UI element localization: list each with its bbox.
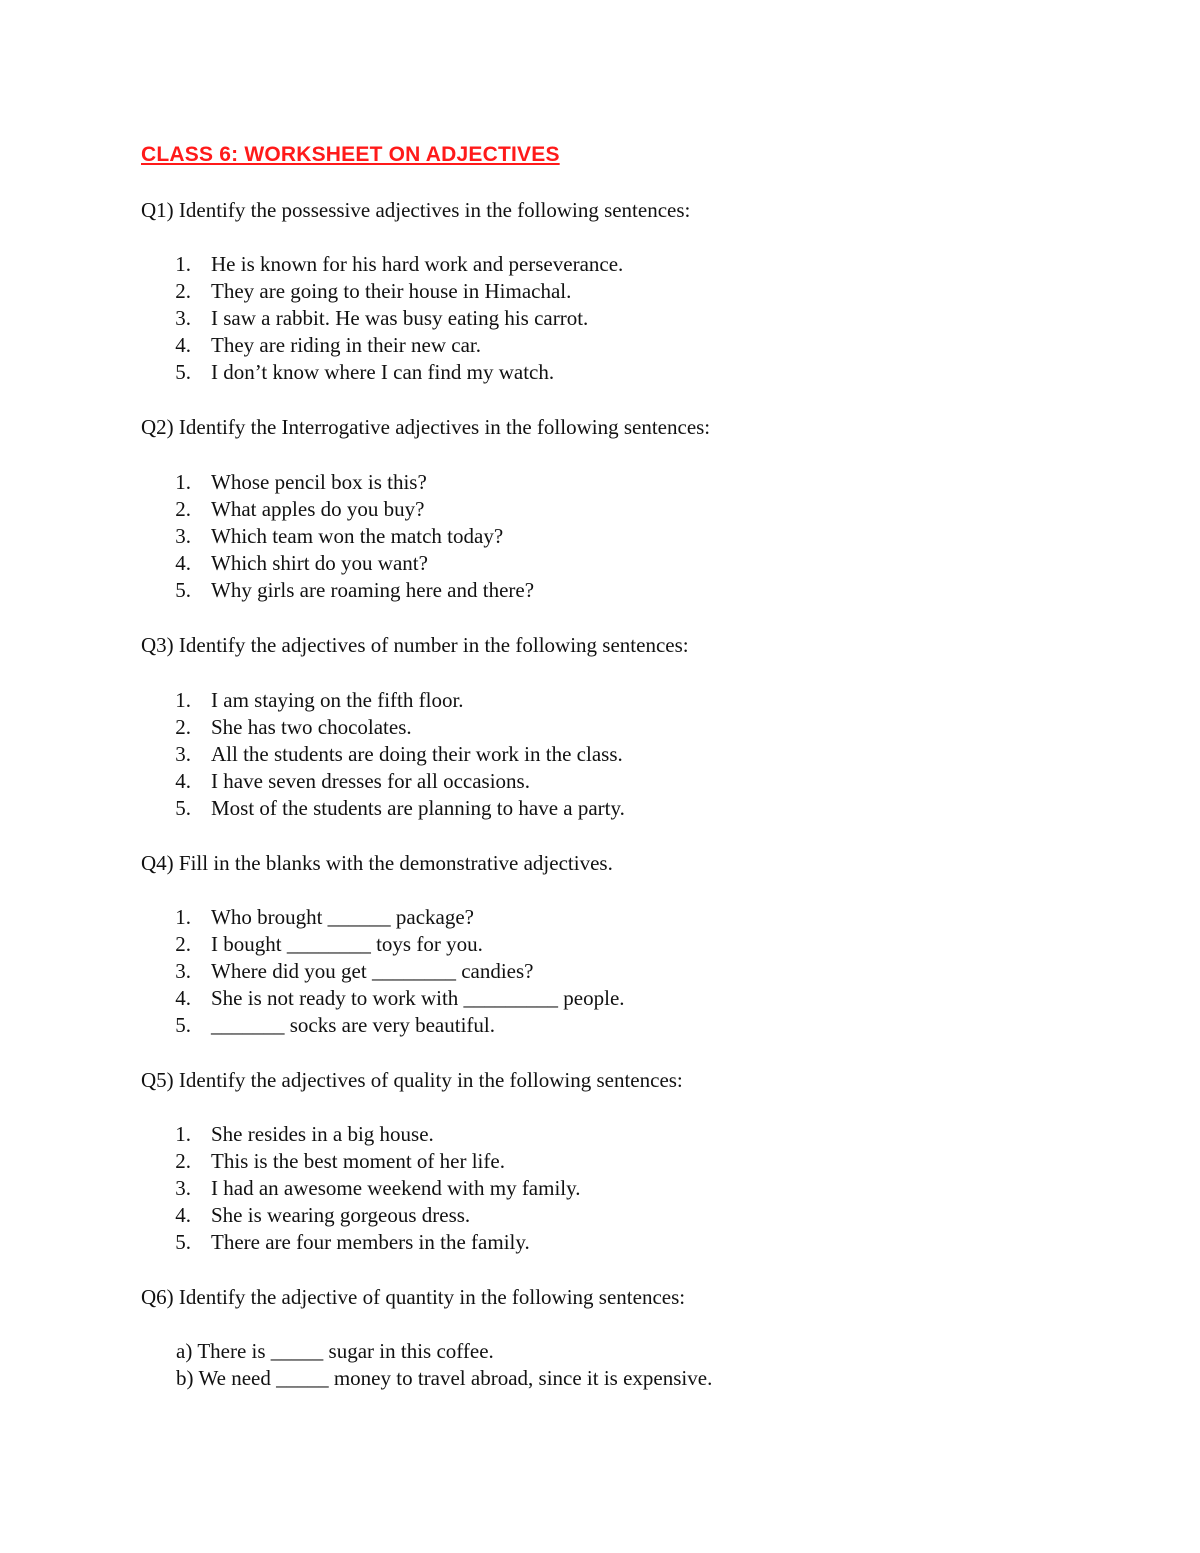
item-number: 3. [175, 524, 191, 548]
item-number: 1. [175, 905, 191, 929]
item-text: _______ socks are very beautiful. [211, 1013, 496, 1037]
item-text: There are four members in the family. [211, 1230, 530, 1254]
list-item [141, 931, 1101, 958]
item-number: 4. [175, 986, 191, 1010]
item-number: 2. [175, 932, 191, 956]
item-text: We need _____ money to travel abroad, since it is expensive. [198, 1366, 713, 1390]
item-number: 2. [175, 497, 191, 521]
item-text: Why girls are roaming here and there? [211, 578, 535, 602]
item-number: 1. [175, 1122, 191, 1146]
list-item [141, 958, 1101, 985]
item-text: Who brought ______ package? [211, 905, 475, 929]
question-4-list [141, 904, 1101, 1039]
list-item [141, 768, 1101, 795]
item-text: They are going to their house in Himachal. [211, 279, 572, 303]
item-text: Where did you get ________ candies? [211, 959, 534, 983]
question-2-list [141, 469, 1101, 604]
list-item [141, 985, 1101, 1012]
item-text: What apples do you buy? [211, 497, 425, 521]
item-text: I had an awesome weekend with my family. [211, 1176, 581, 1200]
item-number: 1. [175, 688, 191, 712]
item-text: Most of the students are planning to have a party. [211, 796, 625, 820]
item-number: 1. [175, 470, 191, 494]
item-number: 1. [175, 252, 191, 276]
item-number: 2. [175, 1149, 191, 1173]
item-text: Which team won the match today? [211, 524, 504, 548]
question-6-list [141, 1338, 1101, 1392]
question-6-prompt: Q6) Identify the adjective of quantity in the following sentences: [141, 1285, 686, 1309]
item-number: 3. [175, 306, 191, 330]
item-number: 4. [175, 333, 191, 357]
list-item [141, 469, 1101, 496]
item-number: 4. [175, 769, 191, 793]
list-item [141, 714, 1101, 741]
list-item [141, 305, 1101, 332]
item-text: Whose pencil box is this? [211, 470, 427, 494]
item-number: 4. [175, 551, 191, 575]
list-item [141, 359, 1101, 386]
question-3-prompt: Q3) Identify the adjectives of number in the following sentences: [141, 633, 689, 657]
item-number: 5. [175, 796, 191, 820]
question-1-prompt: Q1) Identify the possessive adjectives in the following sentences: [141, 198, 691, 222]
question-2-prompt: Q2) Identify the Interrogative adjectives in the following sentences: [141, 415, 711, 439]
item-text: This is the best moment of her life. [211, 1149, 505, 1173]
item-text: I am staying on the fifth floor. [211, 688, 464, 712]
question-1-list [141, 251, 1101, 386]
item-number: 3. [175, 959, 191, 983]
list-item [141, 496, 1101, 523]
item-number: 3. [175, 1176, 191, 1200]
list-item [141, 1148, 1101, 1175]
question-3-list [141, 687, 1101, 822]
list-item [141, 1012, 1101, 1039]
question-4-prompt: Q4) Fill in the blanks with the demonstrative adjectives. [141, 851, 613, 875]
list-item [141, 687, 1101, 714]
item-text: All the students are doing their work in the class. [211, 742, 623, 766]
list-item [141, 1338, 1101, 1365]
list-item [141, 1175, 1101, 1202]
item-text: I don’t know where I can find my watch. [211, 360, 555, 384]
list-item [141, 795, 1101, 822]
item-text: She has two chocolates. [211, 715, 412, 739]
item-text: There is _____ sugar in this coffee. [197, 1339, 494, 1363]
item-text: I bought ________ toys for you. [211, 932, 483, 956]
question-5-list [141, 1121, 1101, 1256]
item-number: 2. [175, 279, 191, 303]
item-text: She is wearing gorgeous dress. [211, 1203, 471, 1227]
item-number: 3. [175, 742, 191, 766]
item-text: She is not ready to work with _________ people. [211, 986, 625, 1010]
question-5-prompt: Q5) Identify the adjectives of quality in the following sentences: [141, 1068, 683, 1092]
item-text: She resides in a big house. [211, 1122, 434, 1146]
worksheet-page [141, 140, 1101, 1392]
item-number: 5. [175, 578, 191, 602]
list-item [141, 1202, 1101, 1229]
item-text: I have seven dresses for all occasions. [211, 769, 530, 793]
list-item [141, 523, 1101, 550]
item-text: Which shirt do you want? [211, 551, 428, 575]
item-text: They are riding in their new car. [211, 333, 481, 357]
item-number: 5. [175, 360, 191, 384]
item-letter: b) [176, 1366, 194, 1390]
list-item [141, 904, 1101, 931]
list-item [141, 251, 1101, 278]
list-item [141, 550, 1101, 577]
list-item [141, 1365, 1101, 1392]
list-item [141, 741, 1101, 768]
item-number: 4. [175, 1203, 191, 1227]
item-text: He is known for his hard work and perseverance. [211, 252, 624, 276]
list-item [141, 278, 1101, 305]
item-number: 5. [175, 1230, 191, 1254]
list-item [141, 332, 1101, 359]
item-number: 2. [175, 715, 191, 739]
item-text: I saw a rabbit. He was busy eating his carrot. [211, 306, 589, 330]
item-letter: a) [176, 1339, 193, 1363]
list-item [141, 577, 1101, 604]
list-item [141, 1229, 1101, 1256]
worksheet-title: CLASS 6: WORKSHEET ON ADJECTIVES [141, 143, 560, 166]
item-number: 5. [175, 1013, 191, 1037]
list-item [141, 1121, 1101, 1148]
